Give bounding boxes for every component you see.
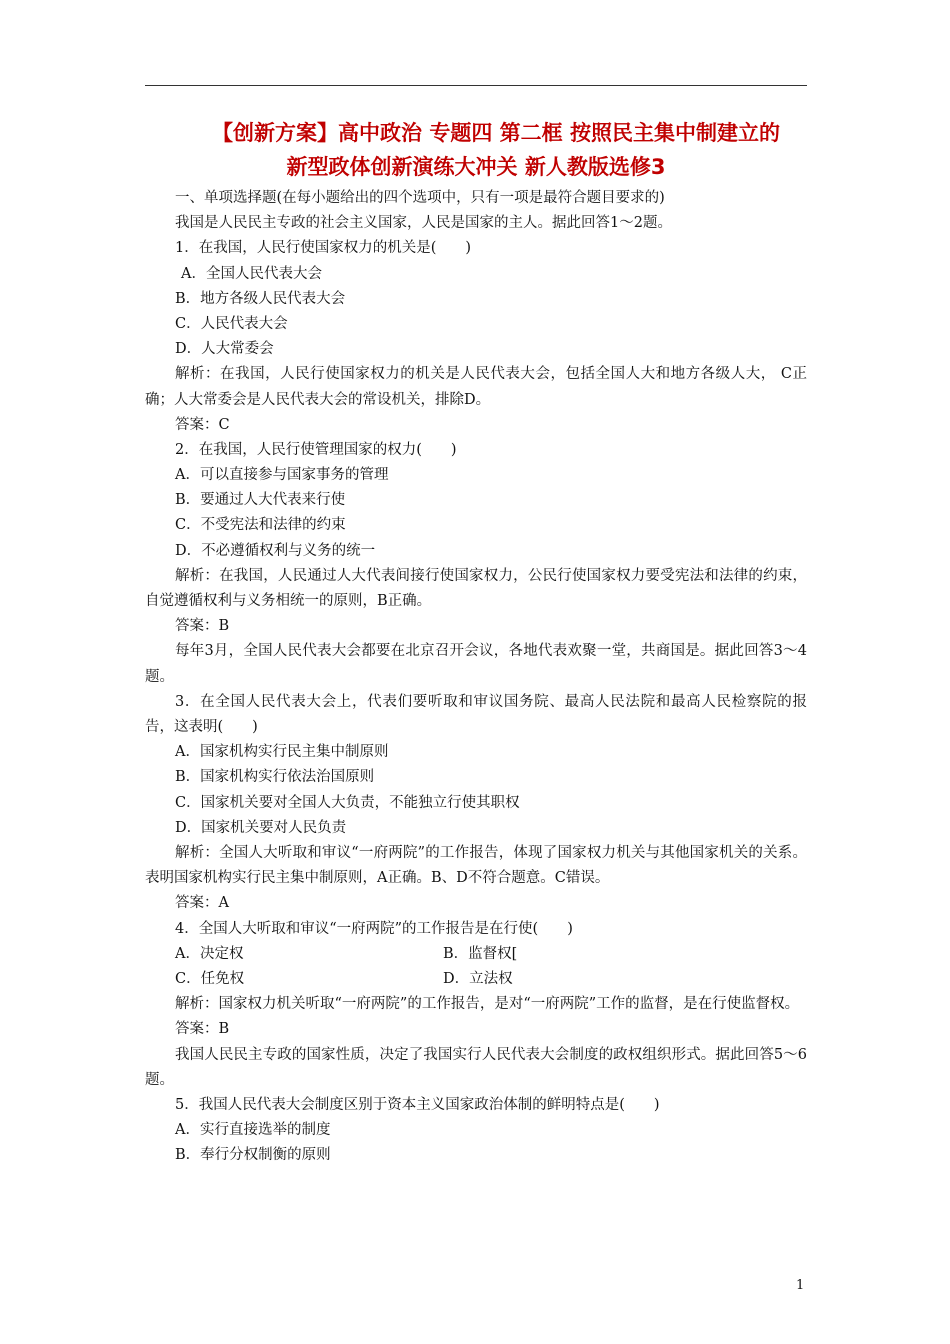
answer: 答案：C xyxy=(175,416,230,433)
option-b: B．要通过人大代表来行使 xyxy=(175,492,346,509)
option-row xyxy=(145,942,807,967)
option-b: B．奉行分权制衡的原则 xyxy=(175,1147,331,1164)
analysis: 解析：在我国，人民行使国家权力的机关是人民代表大会，包括全国人大和地方各级人大， C正确；人大常委会是人民代表大会的常设机关，排除D。 xyxy=(145,366,807,408)
intro-paragraph: 每年3月，全国人民代表大会都要在北京召开会议，各地代表欢聚一堂，共商国是。据此回答3～4题。 xyxy=(145,643,807,685)
analysis: 解析：全国人大听取和审议“一府两院”的工作报告，体现了国家权力机关与其他国家机关的关系。表明国家机构实行民主集中制原则，A正确。B、D不符合题意。C错误。 xyxy=(145,845,807,887)
option-d: D．人大常委会 xyxy=(175,341,274,358)
answer: 答案：B xyxy=(175,1021,230,1038)
analysis: 解析：国家权力机关听取“一府两院”的工作报告，是对“一府两院”工作的监督，是在行使监督权。 xyxy=(175,996,800,1013)
section-heading: 一、单项选择题(在每小题给出的四个选项中，只有一项是最符合题目要求的) xyxy=(175,190,665,206)
document-body xyxy=(145,186,807,1169)
question-stem: 1．在我国，人民行使国家权力的机关是( ) xyxy=(175,240,472,257)
option-row xyxy=(145,967,807,992)
option-a: A．决定权 xyxy=(175,945,244,962)
option-c: C．任免权 xyxy=(175,970,245,987)
analysis: 解析：在我国，人民通过人大代表间接行使国家权力，公民行使国家权力要受宪法和法律的约束，自觉遵循权利与义务相统一的原则，B正确。 xyxy=(145,567,807,610)
question-stem: 5．我国人民代表大会制度区别于资本主义国家政治体制的鲜明特点是( ) xyxy=(175,1096,660,1113)
option-d: D．立法权 xyxy=(443,970,513,987)
option-a: A．全国人民代表大会 xyxy=(181,265,322,282)
doc-title-line2: 新型政体创新演练大冲关 新人教版选修3 xyxy=(286,155,666,179)
option-b: B．国家机构实行依法治国原则 xyxy=(175,769,375,786)
question-stem: 2．在我国，人民行使管理国家的权力( ) xyxy=(175,441,457,458)
option-d: D．不必遵循权利与义务的统一 xyxy=(175,542,376,559)
option-a: A．国家机构实行民主集中制原则 xyxy=(175,744,389,761)
answer: 答案：A xyxy=(175,895,229,912)
question-stem: 3．在全国人民代表大会上，代表们要听取和审议国务院、最高人民法院和最高人民检察院的报告，这表明( ) xyxy=(145,693,807,736)
option-a: A．可以直接参与国家事务的管理 xyxy=(175,467,389,484)
question-stem: 4．全国人大听取和审议“一府两院”的工作报告是在行使( ) xyxy=(175,920,573,937)
intro-paragraph: 我国是人民民主专政的社会主义国家，人民是国家的主人。据此回答1～2题。 xyxy=(175,215,672,232)
option-b: B．监督权[ xyxy=(443,945,518,962)
header-rule xyxy=(145,85,807,86)
page-number: 1 xyxy=(796,1278,805,1293)
doc-title-line1: 【创新方案】高中政治 专题四 第二框 按照民主集中制建立的 xyxy=(212,121,780,145)
option-b: B．地方各级人民代表大会 xyxy=(175,290,346,307)
intro-paragraph: 我国人民民主专政的国家性质，决定了我国实行人民代表大会制度的政权组织形式。据此回答5～6题。 xyxy=(145,1046,807,1088)
option-c: C．人民代表大会 xyxy=(175,315,288,332)
option-c: C．国家机关要对全国人大负责，不能独立行使其职权 xyxy=(175,794,520,811)
option-d: D．国家机关要对人民负责 xyxy=(175,819,347,836)
option-c: C．不受宪法和法律的约束 xyxy=(175,517,346,534)
option-a: A．实行直接选举的制度 xyxy=(175,1122,331,1139)
answer: 答案：B xyxy=(175,618,230,635)
